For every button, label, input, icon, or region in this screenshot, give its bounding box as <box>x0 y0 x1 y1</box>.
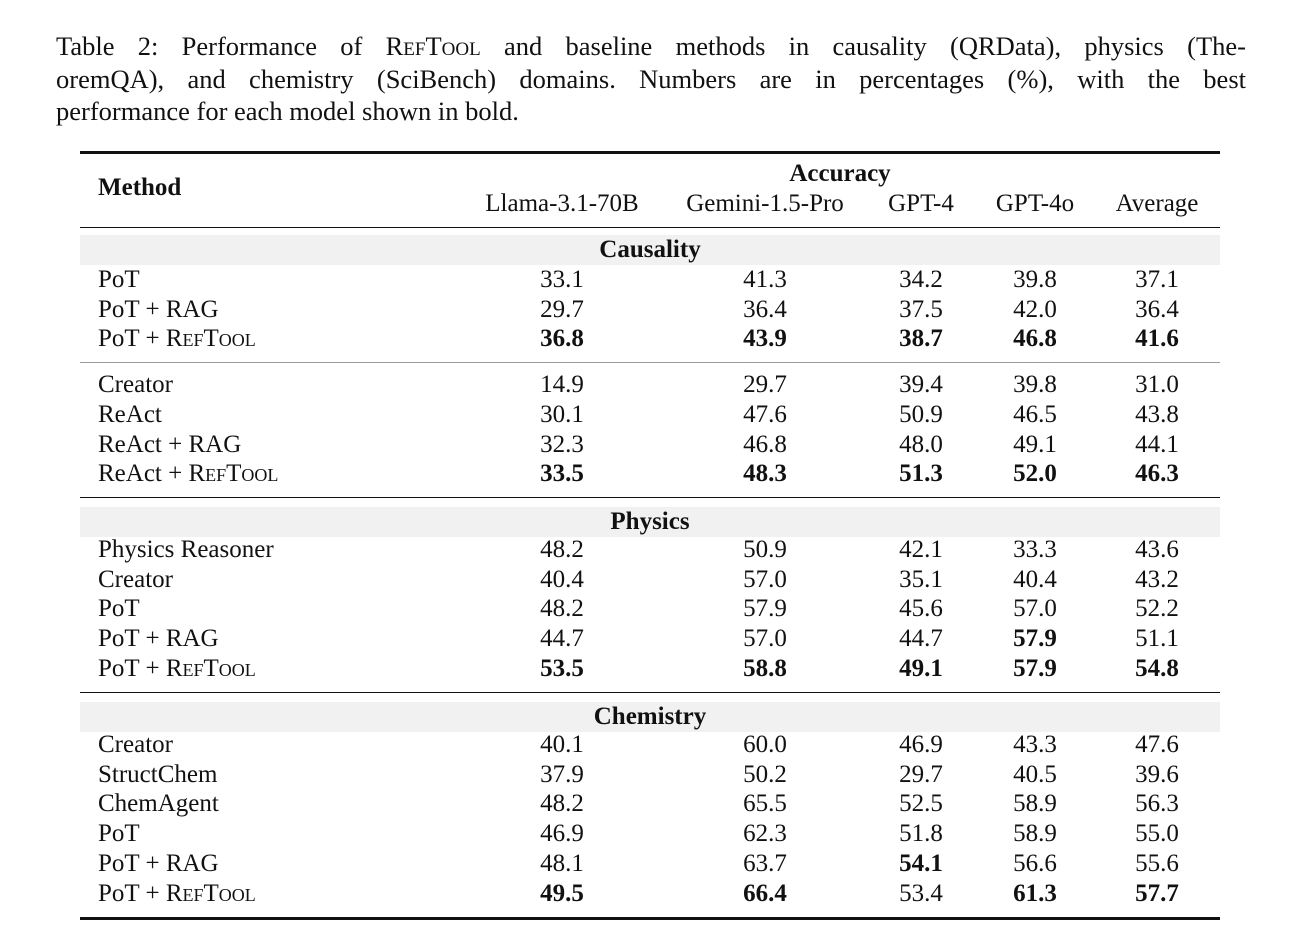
cell-gpt4o: 58.9 <box>1013 790 1057 818</box>
reftool-name: RefTool <box>188 460 279 488</box>
cell-llama: 14.9 <box>540 371 584 399</box>
cell-gemini: 47.6 <box>743 400 787 428</box>
cell-llama: 30.1 <box>540 400 584 428</box>
cell-average: 54.8 <box>1135 654 1179 682</box>
method-name: StructChem <box>98 760 218 788</box>
cell-gemini: 66.4 <box>743 879 787 907</box>
cell-gpt4: 53.4 <box>899 879 943 907</box>
cell-gemini: 62.3 <box>743 820 787 848</box>
method-name: PoT <box>98 266 140 293</box>
cell-average: 47.6 <box>1135 731 1179 758</box>
caption-line-2: oremQA), and chemistry (SciBench) domains. Numbers are in percentages (%), with the best <box>56 63 1246 94</box>
cell-gpt4: 39.4 <box>899 371 943 399</box>
cell-average: 41.6 <box>1135 325 1179 353</box>
cell-gpt4o: 40.5 <box>1013 760 1057 788</box>
header-rule <box>80 227 1220 228</box>
cell-gpt4: 48.0 <box>899 430 943 458</box>
cell-gemini: 50.2 <box>743 760 787 788</box>
method-name: PoT + RefTool <box>98 654 256 682</box>
cell-gemini: 36.4 <box>743 295 787 323</box>
cell-gemini: 48.3 <box>743 460 787 488</box>
top-rule <box>80 151 1220 154</box>
cell-gpt4: 51.8 <box>899 820 943 848</box>
cell-llama: 40.4 <box>540 565 584 593</box>
table-caption <box>56 30 1246 128</box>
cell-gemini: 58.8 <box>743 654 787 682</box>
cell-llama: 32.3 <box>540 430 584 458</box>
cell-average: 39.6 <box>1135 760 1179 788</box>
cell-gpt4o: 61.3 <box>1013 879 1057 907</box>
cell-gpt4: 54.1 <box>899 849 943 877</box>
cell-gpt4o: 39.8 <box>1013 371 1057 399</box>
caption-line-3: performance for each model shown in bold. <box>56 96 519 126</box>
cell-gemini: 57.0 <box>743 625 787 653</box>
cell-llama: 29.7 <box>540 295 584 323</box>
cell-gemini: 65.5 <box>743 790 787 818</box>
cell-gemini: 46.8 <box>743 430 787 458</box>
results-table <box>80 151 1220 921</box>
cell-average: 31.0 <box>1135 371 1179 399</box>
cell-average: 36.4 <box>1135 295 1179 323</box>
method-name: ReAct + RAG <box>98 430 242 458</box>
cell-gpt4: 42.1 <box>899 536 943 563</box>
chemistry-section-label: Chemistry <box>593 703 707 730</box>
method-name: PoT <box>98 820 140 848</box>
cell-gpt4o: 46.8 <box>1013 325 1057 353</box>
cell-llama: 33.1 <box>540 266 584 293</box>
method-name: ReAct + RefTool <box>98 460 279 488</box>
cell-llama: 49.5 <box>540 879 584 907</box>
cell-llama: 48.2 <box>540 595 584 623</box>
cell-gemini: 57.9 <box>743 595 787 623</box>
cell-gpt4: 46.9 <box>899 731 943 758</box>
cell-llama: 48.2 <box>540 536 584 563</box>
column-header-gpt4: GPT-4 <box>888 190 954 217</box>
cell-llama: 53.5 <box>540 654 584 682</box>
cell-gpt4: 51.3 <box>899 460 943 488</box>
cell-llama: 46.9 <box>540 820 584 848</box>
cell-average: 37.1 <box>1135 266 1179 293</box>
method-name: ReAct <box>98 400 162 428</box>
cell-gemini: 57.0 <box>743 565 787 593</box>
method-header: Method <box>98 174 182 201</box>
cell-gpt4: 50.9 <box>899 400 943 428</box>
cell-gpt4o: 57.0 <box>1013 595 1057 623</box>
physics-section-label: Physics <box>610 508 690 535</box>
cell-gemini: 63.7 <box>743 849 787 877</box>
cell-llama: 36.8 <box>540 325 584 353</box>
cell-gpt4o: 46.5 <box>1013 400 1057 428</box>
cell-gpt4o: 33.3 <box>1013 536 1057 563</box>
cell-average: 55.6 <box>1135 849 1179 877</box>
cell-average: 43.2 <box>1135 565 1179 593</box>
reftool-name: RefTool <box>165 879 256 907</box>
cell-gemini: 60.0 <box>743 731 787 758</box>
physics-section-rule <box>80 692 1220 693</box>
caption-line-1: Table 2: Performance of RefTool and baseline methods in causality (QRData), physics (The- <box>56 31 1246 61</box>
cell-average: 43.6 <box>1135 536 1179 563</box>
cell-gpt4: 34.2 <box>899 266 943 293</box>
cell-gpt4: 44.7 <box>899 625 943 653</box>
column-header-llama: Llama-3.1-70B <box>485 190 639 217</box>
cell-average: 52.2 <box>1135 595 1179 623</box>
cell-average: 43.8 <box>1135 400 1179 428</box>
cell-gpt4o: 42.0 <box>1013 295 1057 323</box>
method-name: PoT + RAG <box>98 625 219 653</box>
cell-gpt4o: 40.4 <box>1013 565 1057 593</box>
column-header-gemini: Gemini-1.5-Pro <box>686 190 844 217</box>
method-name: PoT + RefTool <box>98 879 256 907</box>
cell-gpt4o: 57.9 <box>1013 625 1057 653</box>
accuracy-header: Accuracy <box>789 160 891 187</box>
column-header-average: Average <box>1115 190 1199 217</box>
cell-average: 46.3 <box>1135 460 1179 488</box>
reftool-name: RefTool <box>165 654 256 682</box>
cell-gpt4o: 39.8 <box>1013 266 1057 293</box>
cell-gpt4: 29.7 <box>899 760 943 788</box>
cell-average: 55.0 <box>1135 820 1179 848</box>
cell-gpt4o: 52.0 <box>1013 460 1057 488</box>
cell-llama: 44.7 <box>540 625 584 653</box>
method-name: Creator <box>98 371 173 399</box>
cell-average: 56.3 <box>1135 790 1179 818</box>
cell-average: 57.7 <box>1135 879 1179 907</box>
cell-gpt4: 37.5 <box>899 295 943 323</box>
column-header-gpt4o: GPT-4o <box>995 190 1075 217</box>
cell-gemini: 43.9 <box>743 325 787 353</box>
cell-llama: 40.1 <box>540 731 584 758</box>
method-name: PoT + RAG <box>98 295 219 323</box>
method-name: ChemAgent <box>98 790 219 818</box>
method-name: PoT + RAG <box>98 849 219 877</box>
cell-gpt4o: 49.1 <box>1013 430 1057 458</box>
cell-llama: 48.1 <box>540 849 584 877</box>
cell-llama: 37.9 <box>540 760 584 788</box>
causality-section-rule <box>80 497 1220 498</box>
cell-gpt4o: 58.9 <box>1013 820 1057 848</box>
cell-gpt4: 35.1 <box>899 565 943 593</box>
cell-gpt4: 49.1 <box>899 654 943 682</box>
cell-average: 44.1 <box>1135 430 1179 458</box>
cell-gpt4: 52.5 <box>899 790 943 818</box>
cell-llama: 48.2 <box>540 790 584 818</box>
reftool-name: RefTool <box>385 31 481 61</box>
reftool-name: RefTool <box>165 325 256 353</box>
cell-gpt4o: 43.3 <box>1013 731 1057 758</box>
cell-gpt4o: 56.6 <box>1013 849 1057 877</box>
cell-gemini: 50.9 <box>743 536 787 563</box>
cell-llama: 33.5 <box>540 460 584 488</box>
cell-gpt4: 38.7 <box>899 325 943 353</box>
method-name: PoT + RefTool <box>98 325 256 353</box>
causality-section-label: Causality <box>599 236 701 263</box>
cell-gemini: 41.3 <box>743 266 787 293</box>
cell-gpt4o: 57.9 <box>1013 654 1057 682</box>
causality-group-divider <box>80 362 1220 363</box>
method-name: Physics Reasoner <box>98 536 274 563</box>
bottom-rule <box>80 917 1220 920</box>
cell-gemini: 29.7 <box>743 371 787 399</box>
cell-gpt4: 45.6 <box>899 595 943 623</box>
method-name: Creator <box>98 731 173 758</box>
method-name: PoT <box>98 595 140 623</box>
method-name: Creator <box>98 565 173 593</box>
cell-average: 51.1 <box>1135 625 1179 653</box>
